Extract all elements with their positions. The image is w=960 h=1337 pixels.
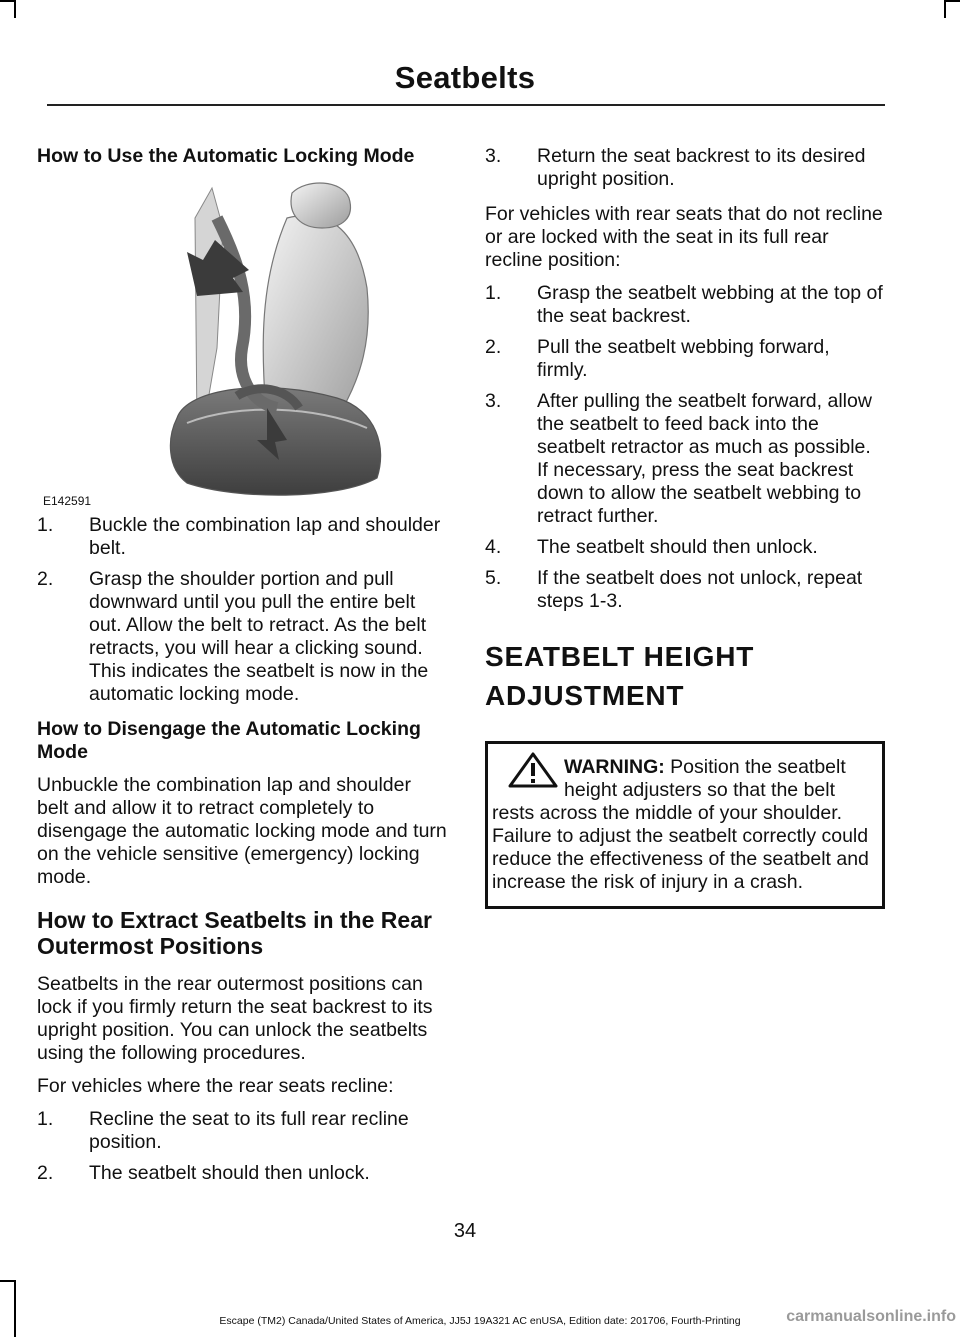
step-number: 5.: [485, 567, 502, 589]
list-item: [485, 536, 885, 559]
step-text: Recline the seat to its full rear recline position.: [89, 1108, 409, 1153]
paragraph-extract: Seatbelts in the rear outermost positions can lock if you firmly return the seat backrest to its upright position. You can unlock the seatbelts using the following procedures.: [37, 973, 433, 1064]
section-title-line: ADJUSTMENT: [485, 680, 685, 711]
list-item: [485, 567, 885, 613]
step-text: Grasp the seatbelt webbing at the top of the seat backrest.: [537, 282, 883, 327]
page-title: Seatbelts: [394, 60, 536, 95]
heading-extract: How to Extract Seatbelts in the Rear Outermost Positions: [37, 907, 432, 959]
step-number: 1.: [485, 282, 502, 304]
step-number: 4.: [485, 536, 502, 558]
watermark: carmanualsonline.info: [786, 1308, 956, 1325]
header-rule: [47, 104, 885, 106]
list-item: [37, 1162, 447, 1185]
step-number: 2.: [485, 336, 502, 358]
step-text: The seatbelt should then unlock.: [537, 536, 818, 558]
crop-mark: [14, 1280, 16, 1337]
list-item: [485, 282, 885, 328]
seat-illustration: [37, 178, 447, 506]
step-text: Pull the seatbelt webbing forward, firmly.: [537, 336, 830, 381]
heading-disengage: How to Disengage the Automatic Locking Mode: [37, 718, 421, 763]
list-item: [485, 390, 885, 528]
step-number: 3.: [485, 390, 502, 412]
crop-mark: [14, 0, 16, 18]
list-item: [37, 1108, 447, 1154]
paragraph-recline: For vehicles where the rear seats recline:: [37, 1075, 394, 1097]
crop-mark: [0, 1280, 16, 1282]
auto-lock-steps: [37, 514, 447, 706]
paragraph-no-recline: For vehicles with rear seats that do not recline or are locked with the seat in its full rear recline position:: [485, 203, 883, 271]
step-text: Grasp the shoulder portion and pull downward until you pull the entire belt out. Allow the belt to retract. As the belt retracts, you will hear a clicking sound. This indicates the seatbelt is now in the automatic locking mode.: [89, 568, 429, 705]
step-number: 2.: [37, 1162, 54, 1184]
warning-triangle-icon: [508, 752, 558, 788]
step-text: Buckle the combination lap and shoulder belt.: [89, 514, 441, 559]
figure-code: E142591: [43, 494, 92, 508]
step-text: If the seatbelt does not unlock, repeat steps 1-3.: [537, 567, 863, 612]
list-item: [37, 568, 447, 706]
crop-mark: [944, 0, 946, 18]
list-item: [37, 514, 447, 560]
step-number: 3.: [485, 145, 502, 167]
paragraph-disengage: Unbuckle the combination lap and shoulder belt and allow it to retract completely to disengage the automatic locking mode and turn on the vehicle sensitive (emergency) locking mode.: [37, 774, 447, 888]
section-title-line: SEATBELT HEIGHT: [485, 641, 755, 672]
footer-text: Escape (TM2) Canada/United States of America, JJ5J 19A321 AC enUSA, Edition date: 201706, Fourth-Printing: [219, 1315, 741, 1327]
warning-box: [485, 741, 885, 909]
warning-label: WARNING:: [564, 756, 665, 778]
step-number: 1.: [37, 1108, 54, 1130]
no-recline-steps: [485, 282, 885, 613]
crop-mark: [944, 0, 960, 2]
page-number: 34: [453, 1220, 477, 1242]
warning-text: Position the seatbelt height adjusters so that the belt rests across the middle of your shoulder. Failure to adjust the seatbelt correctly could reduce the effectiveness of the seatbelt and increase the risk of injury in a crash.: [492, 756, 869, 893]
step-text: After pulling the seatbelt forward, allow the seatbelt to feed back into the seatbelt retractor as much as possible. If necessary, press the seat backrest down to allow the seatbelt webbing to retract further.: [537, 390, 872, 527]
recline-steps-continued: [485, 145, 885, 191]
section-title: [485, 641, 885, 711]
step-number: 1.: [37, 514, 54, 536]
right-column: [485, 145, 885, 909]
step-text: Return the seat backrest to its desired upright position.: [537, 145, 866, 190]
heading-automatic-locking: How to Use the Automatic Locking Mode: [37, 145, 415, 167]
list-item: [485, 336, 885, 382]
step-text: The seatbelt should then unlock.: [89, 1162, 370, 1184]
list-item: [485, 145, 885, 191]
left-column: [37, 145, 447, 1197]
seat-illustration-graphic: [37, 178, 447, 506]
step-number: 2.: [37, 568, 54, 590]
recline-steps: [37, 1108, 447, 1185]
